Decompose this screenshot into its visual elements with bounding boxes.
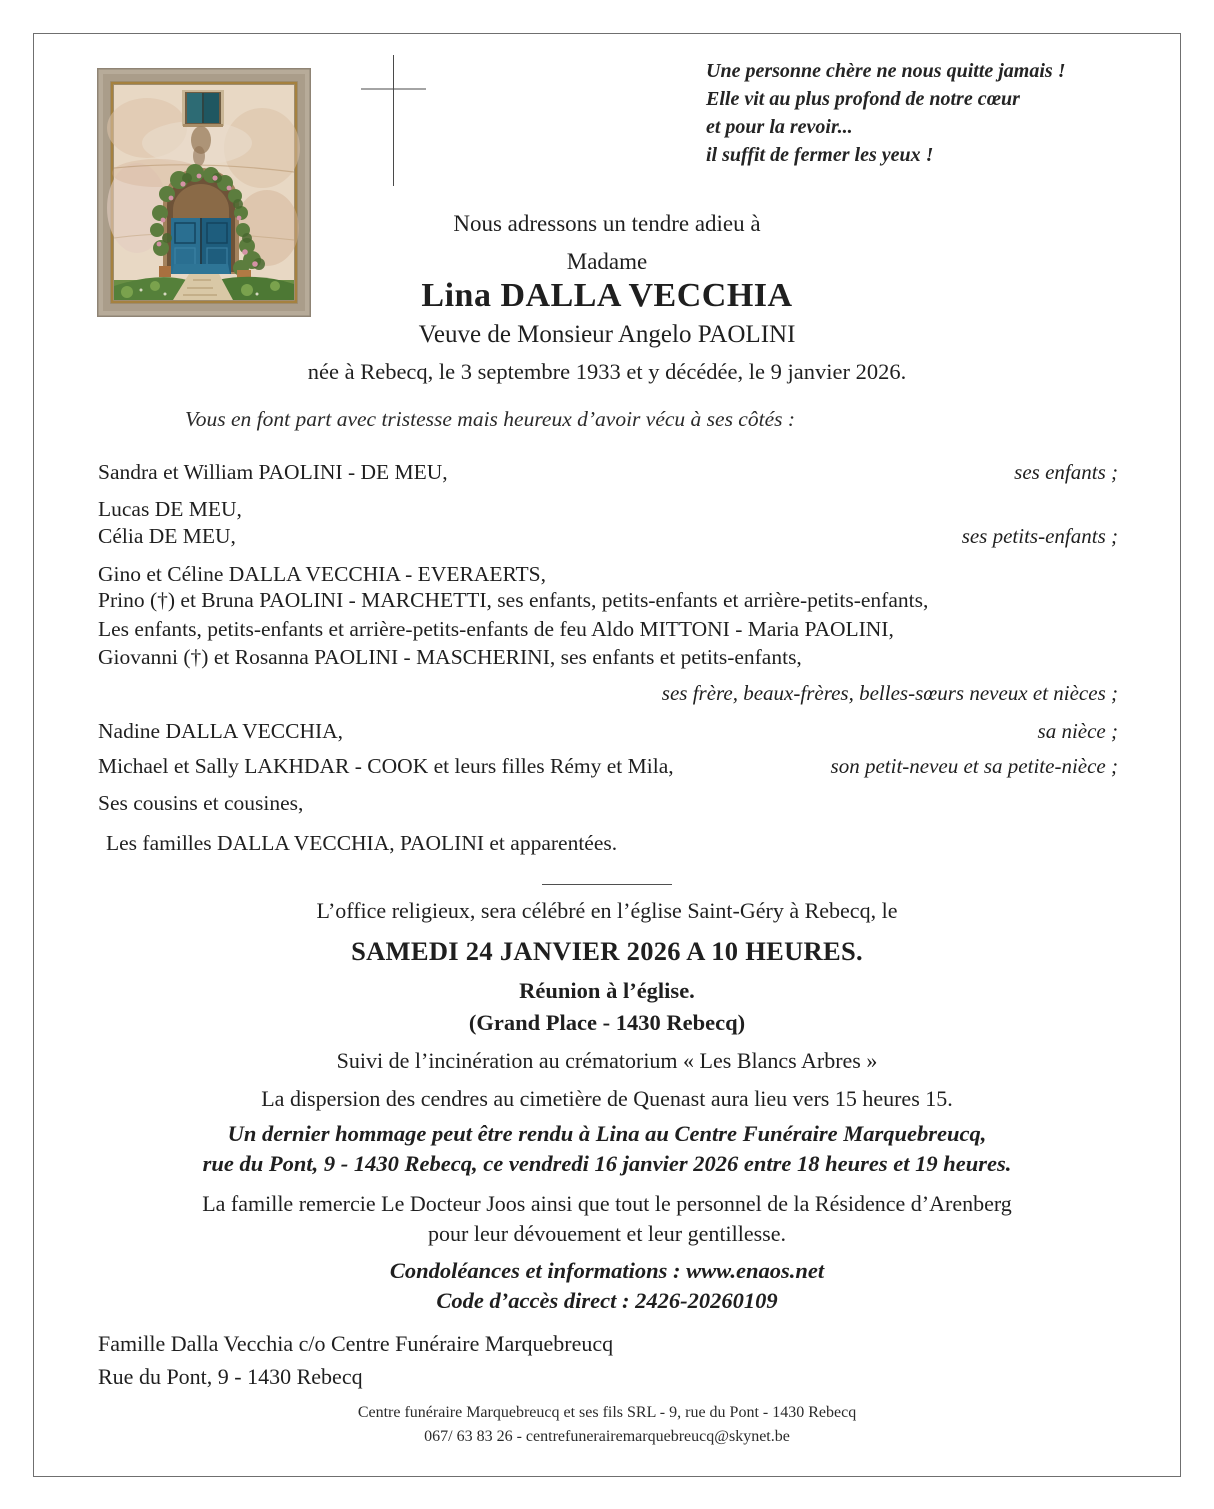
homage-line-2: rue du Pont, 9 - 1430 Rebecq, ce vendredi 16 janvier 2026 entre 18 heures et 19 heures. [202,1151,1012,1176]
family-row [98,643,1118,672]
family-names: Michael et Sally LAKHDAR - COOK et leurs filles Rémy et Mila, [98,754,674,778]
family-names: Lucas DE MEU, [98,497,242,521]
family-row [98,586,1118,615]
announcement-line: Vous en font part avec tristesse mais heureux d’avoir vécu à ses côtés : [185,407,796,431]
family-names: Prino (†) et Bruna PAOLINI - MARCHETTI, ses enfants, petits-enfants et arrière-petits-enfants, [98,588,929,612]
family-row [98,752,1118,781]
family-row [98,615,1118,644]
family-names: Célia DE MEU, [98,524,236,548]
meeting-point: Réunion à l’église. [519,978,695,1003]
thanks-line-1: La famille remercie Le Docteur Joos ainsi que tout le personnel de la Résidence d’Arenberg [202,1191,1012,1216]
family-contact-line-1: Famille Dalla Vecchia c/o Centre Funéraire Marquebreucq [98,1331,614,1356]
widow-line: Veuve de Monsieur Angelo PAOLINI [418,321,796,348]
relationship-label: sa nièce ; [1037,719,1118,743]
funeral-home-address: Centre funéraire Marquebreucq et ses fils SRL - 9, rue du Pont - 1430 Rebecq [357,1404,857,1421]
family-names: Les enfants, petits-enfants et arrière-petits-enfants de feu Aldo MITTONI - Maria PAOLINI, [98,617,894,641]
service-datetime: SAMEDI 24 JANVIER 2026 A 10 HEURES. [351,936,863,966]
ashes-dispersion: La dispersion des cendres au cimetière de Quenast aura lieu vers 15 heures 15. [261,1086,953,1111]
quote-line: il suffit de fermer les yeux ! [706,144,934,166]
access-code-line: Code d’accès direct : 2426-20260109 [436,1288,778,1313]
farewell-intro: Nous adressons un tendre adieu à [453,211,761,236]
family-row [98,789,1118,818]
family-row [98,458,1118,487]
cremation-line: Suivi de l’incinération au crématorium « Les Blancs Arbres » [336,1048,878,1073]
cross-icon [361,55,427,187]
honorific: Madame [566,249,648,274]
quote-line: Elle vit au plus profond de notre cœur [706,88,1020,110]
relationship-label: ses enfants ; [1014,460,1118,484]
thanks-line-2: pour leur dévouement et leur gentillesse. [428,1221,786,1246]
family-names: Sandra et William PAOLINI - DE MEU, [98,460,448,484]
homage-line-1: Un dernier hommage peut être rendu à Lina au Centre Funéraire Marquebreucq, [227,1121,987,1146]
family-row [98,495,1118,524]
relationship-label: ses frère, beaux-frères, belles-sœurs neveux et nièces ; [661,681,1118,705]
family-row [98,560,1118,589]
deceased-name: Lina DALLA VECCHIA [421,277,793,314]
service-intro: L’office religieux, sera célébré en l’église Saint-Géry à Rebecq, le [316,898,898,923]
family-contact-line-2: Rue du Pont, 9 - 1430 Rebecq [98,1364,363,1389]
section-divider [542,884,672,885]
relationship-label: son petit-neveu et sa petite-nièce ; [830,754,1118,778]
family-row [98,522,1118,551]
family-names: Gino et Céline DALLA VECCHIA - EVERAERTS, [98,562,546,586]
meeting-address: (Grand Place - 1430 Rebecq) [468,1010,746,1035]
quote-line: Une personne chère ne nous quitte jamais ! [706,60,1066,82]
family-row [98,717,1118,746]
family-names: Ses cousins et cousines, [98,791,304,815]
family-names: Nadine DALLA VECCHIA, [98,719,344,743]
family-row [98,679,1118,708]
family-names: Giovanni (†) et Rosanna PAOLINI - MASCHERINI, ses enfants et petits-enfants, [98,645,802,669]
condolences-line: Condoléances et informations : www.enaos.net [389,1258,825,1283]
memorial-quote [706,57,1065,169]
quote-line: et pour la revoir... [706,116,853,138]
birth-death-dates: née à Rebecq, le 3 septembre 1933 et y décédée, le 9 janvier 2026. [307,359,907,384]
relationship-label: ses petits-enfants ; [961,524,1118,548]
family-row [106,829,1126,858]
funeral-home-contact: 067/ 63 83 26 - centrefunerairemarquebreucq@skynet.be [424,1428,790,1445]
family-names: Les familles DALLA VECCHIA, PAOLINI et apparentées. [106,831,618,855]
